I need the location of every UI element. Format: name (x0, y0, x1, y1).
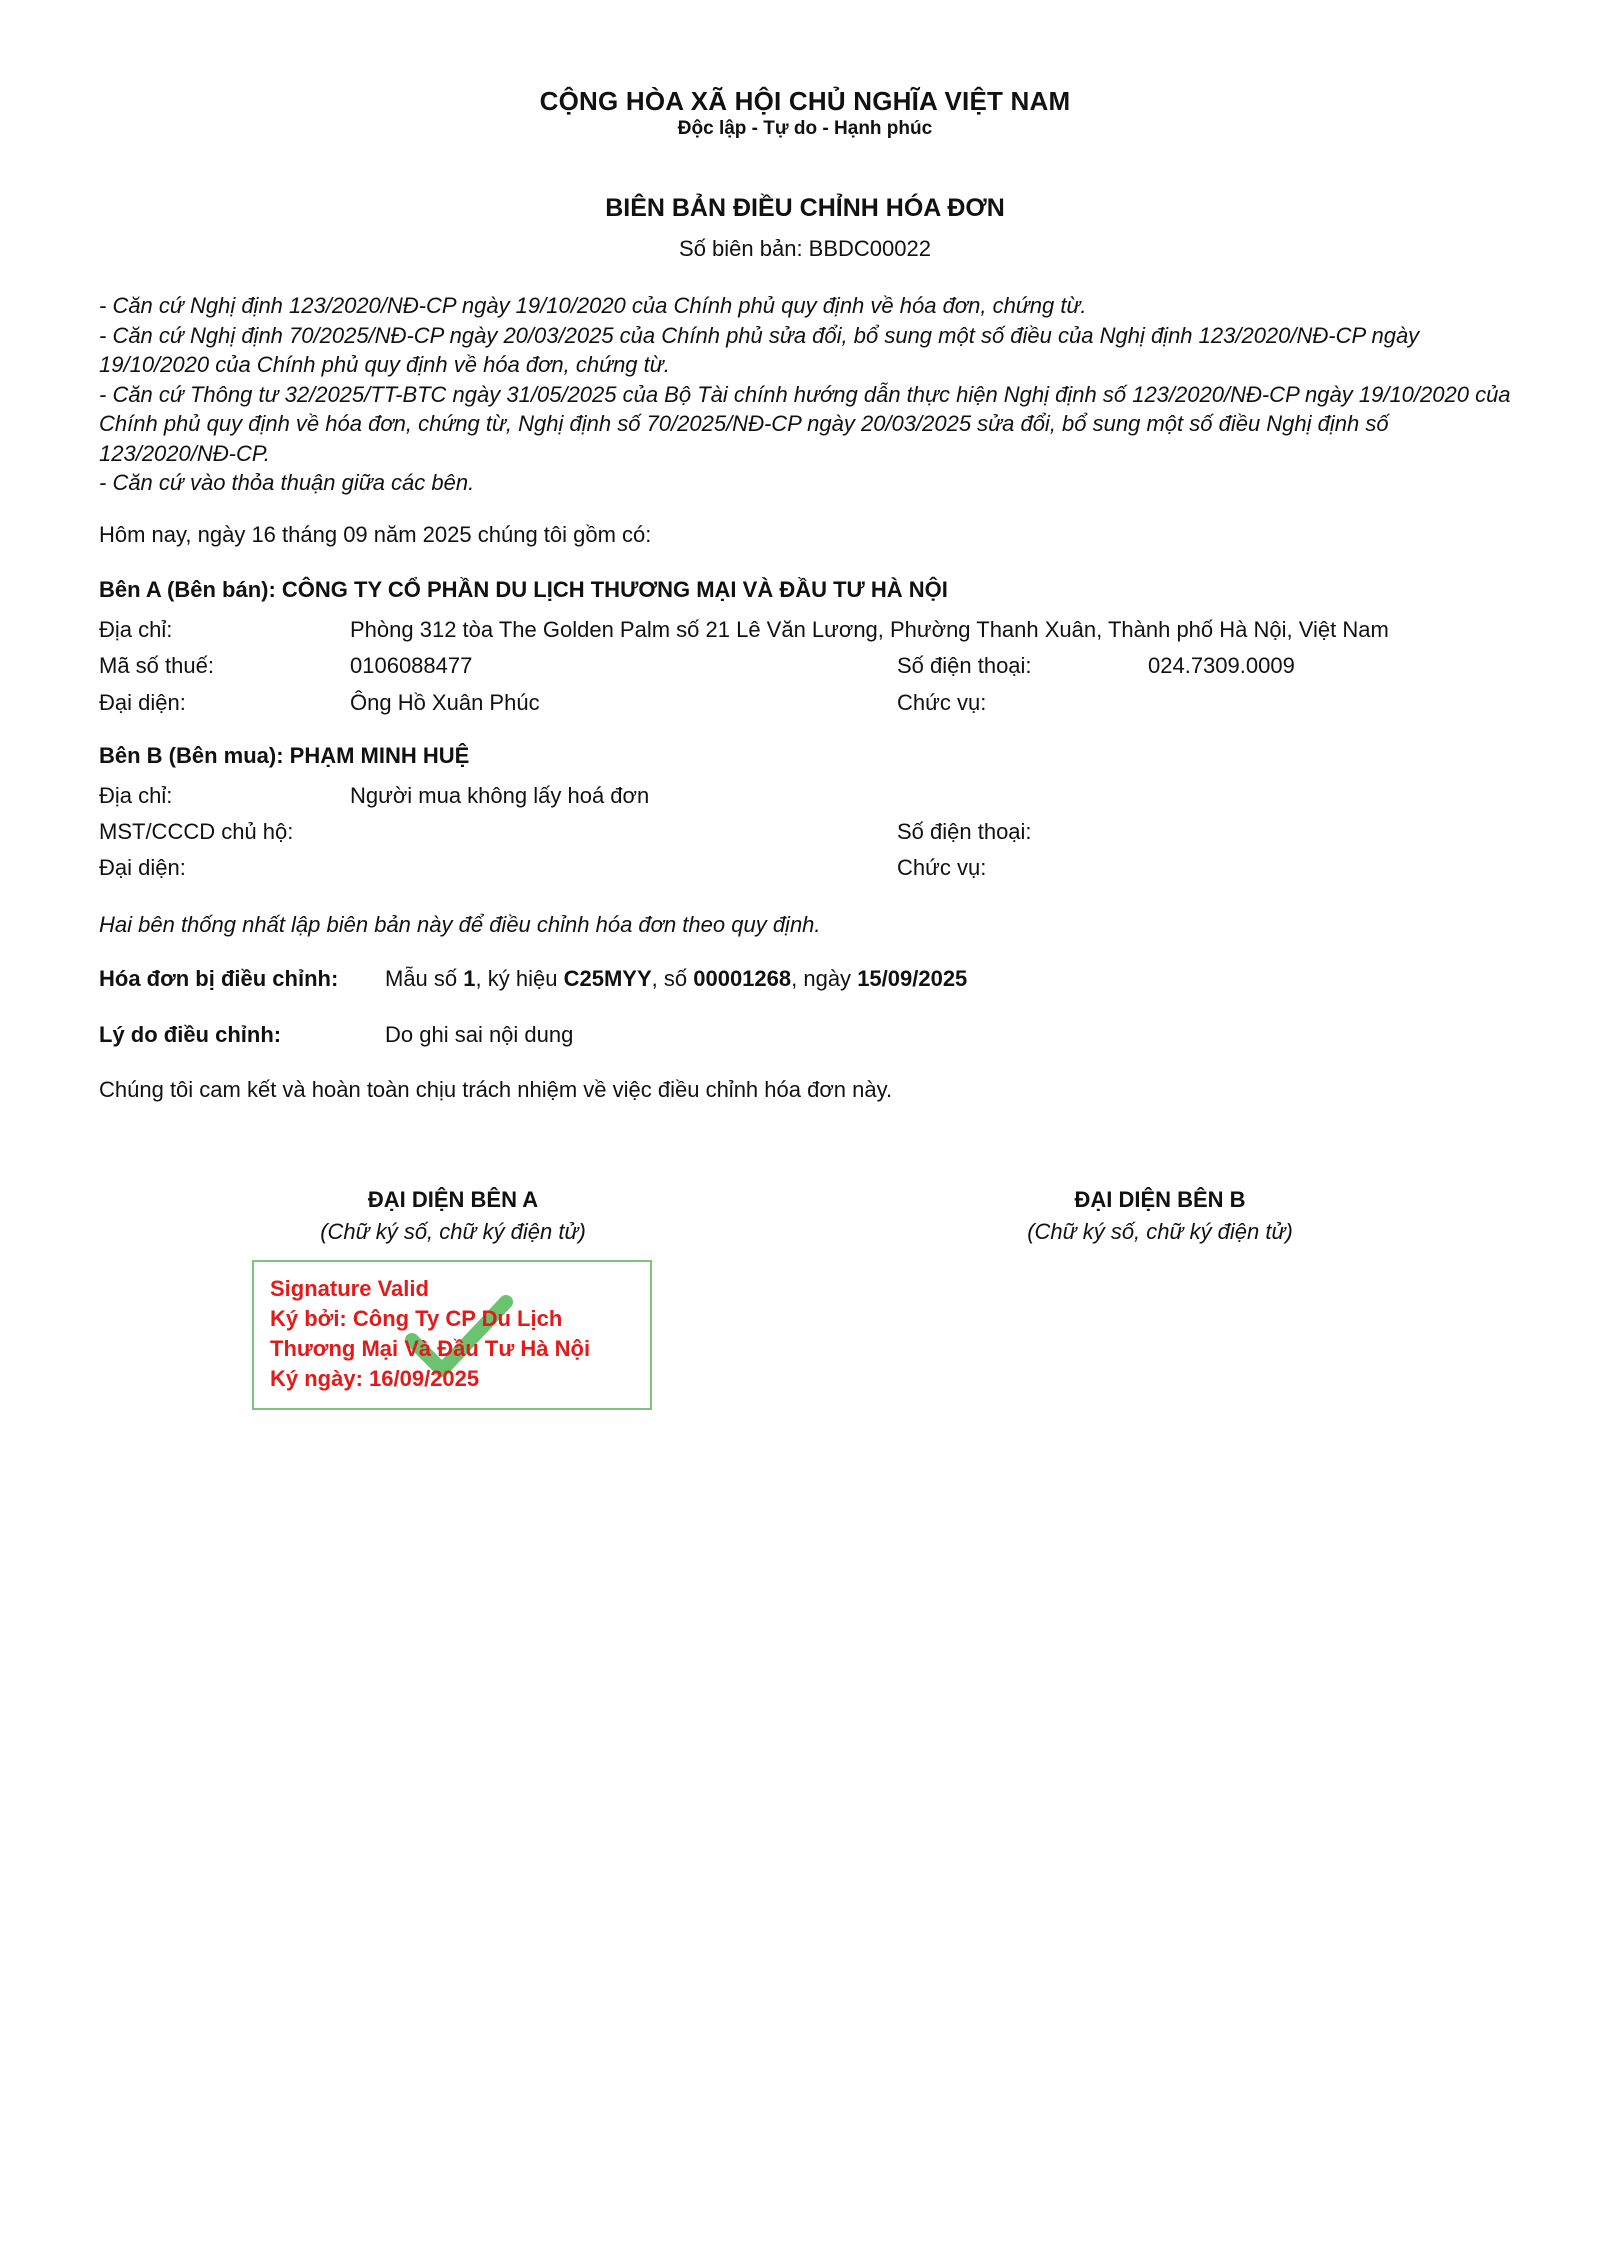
invoice-symbol-prefix: , ký hiệu (475, 966, 558, 991)
record-number: Số biên bản: BBDC00022 (679, 236, 931, 261)
party-b-rep-label: Đại diện: (99, 855, 186, 880)
legal-basis-item: - Căn cứ Nghị định 70/2025/NĐ-CP ngày 20/03/2025 của Chính phủ sửa đổi, bổ sung một số điều của Nghị định 123/2020/NĐ-CP ngày 19/10/2020 của Chính phủ quy định về hóa đơn, chứng từ. (99, 322, 1420, 377)
legal-basis-item: - Căn cứ Thông tư 32/2025/TT-BTC ngày 31/05/2025 của Bộ Tài chính hướng dẫn thực hiện Nghị định số 123/2020/NĐ-CP ngày 19/10/2020 của Chính phủ quy định về hóa đơn, chứng từ, Nghị định số 70/2025/NĐ-CP ngày 20/03/2025 sửa đổi, bổ sung một số điều Nghị định số 123/2020/NĐ-CP. (99, 381, 1511, 466)
party-a-tax-label: Mã số thuế: (99, 653, 214, 678)
invoice-label: Hóa đơn bị điều chỉnh: (99, 966, 339, 991)
invoice-symbol: C25MYY (563, 966, 652, 991)
digital-signature-stamp (252, 1260, 652, 1410)
signature-signer-line1: Ký bởi: Công Ty CP Du Lịch (270, 1306, 563, 1331)
signature-date: Ký ngày: 16/09/2025 (270, 1366, 480, 1391)
agreement-text: Hai bên thống nhất lập biên bản này để điều chỉnh hóa đơn theo quy định. (99, 912, 821, 937)
party-b-heading: Bên B (Bên mua): PHẠM MINH HUỆ (99, 743, 470, 768)
legal-basis-item: - Căn cứ Nghị định 123/2020/NĐ-CP ngày 19/10/2020 của Chính phủ quy định về hóa đơn, chứng từ. (99, 293, 1087, 318)
party-a-phone-label: Số điện thoại: (897, 653, 1032, 678)
motto: Độc lập - Tự do - Hạnh phúc (677, 118, 933, 139)
invoice-number-prefix: , số (651, 966, 688, 991)
invoice-details (385, 966, 967, 992)
party-a-phone: 024.7309.0009 (1148, 653, 1295, 678)
invoice-form-prefix: Mẫu số (385, 966, 458, 991)
invoice-form-no: 1 (463, 966, 476, 991)
commitment-text: Chúng tôi cam kết và hoàn toàn chịu trách nhiệm về việc điều chỉnh hóa đơn này. (99, 1077, 893, 1102)
nation-title: CỘNG HÒA XÃ HỘI CHỦ NGHĨA VIỆT NAM (539, 86, 1071, 116)
party-b-position-label: Chức vụ: (897, 855, 987, 880)
party-a-heading: Bên A (Bên bán): CÔNG TY CỔ PHẦN DU LỊCH THƯƠNG MẠI VÀ ĐẦU TƯ HÀ NỘI (99, 577, 948, 602)
signature-a-title: ĐẠI DIỆN BÊN A (367, 1187, 539, 1212)
legal-bases (99, 291, 1519, 498)
signature-a-note: (Chữ ký số, chữ ký điện tử) (320, 1219, 586, 1244)
document-title: BIÊN BẢN ĐIỀU CHỈNH HÓA ĐƠN (605, 194, 1005, 222)
party-a-position-label: Chức vụ: (897, 690, 987, 715)
signature-b-block (930, 1187, 1390, 1245)
party-b-id-label: MST/CCCD chủ hộ: (99, 819, 294, 844)
party-b-address: Người mua không lấy hoá đơn (350, 783, 650, 808)
invoice-date-prefix: , ngày (791, 966, 852, 991)
signature-b-title: ĐẠI DIỆN BÊN B (1074, 1187, 1246, 1212)
party-a-address-label: Địa chỉ: (99, 617, 173, 642)
party-a-address: Phòng 312 tòa The Golden Palm số 21 Lê Văn Lương, Phường Thanh Xuân, Thành phố Hà Nội, Việt Nam (350, 617, 1389, 642)
reason-label: Lý do điều chỉnh: (99, 1022, 282, 1047)
signature-b-note: (Chữ ký số, chữ ký điện tử) (1027, 1219, 1293, 1244)
party-a-rep: Ông Hồ Xuân Phúc (350, 690, 540, 715)
signature-signer-line2: Thương Mại Và Đầu Tư Hà Nội (270, 1336, 591, 1361)
reason-value: Do ghi sai nội dung (385, 1022, 574, 1047)
party-b-address-label: Địa chỉ: (99, 783, 173, 808)
invoice-date: 15/09/2025 (857, 966, 968, 991)
party-a-rep-label: Đại diện: (99, 690, 186, 715)
party-a-tax-code: 0106088477 (350, 653, 473, 678)
legal-basis-item: - Căn cứ vào thỏa thuận giữa các bên. (99, 470, 475, 495)
signature-status: Signature Valid (270, 1276, 429, 1301)
intro-text: Hôm nay, ngày 16 tháng 09 năm 2025 chúng tôi gồm có: (99, 522, 652, 547)
signature-a-block (223, 1187, 683, 1245)
party-b-phone-label: Số điện thoại: (897, 819, 1032, 844)
invoice-number: 00001268 (693, 966, 792, 991)
